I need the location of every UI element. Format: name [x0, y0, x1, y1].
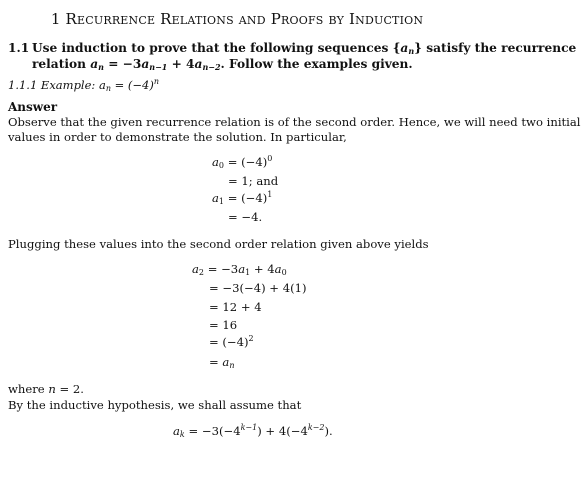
section-title-line-1 [32, 40, 576, 56]
answer-paragraph-line-1: Observe that the given recurrence relation is of the second order. Hence, we will need two initial [8, 115, 581, 129]
derivation-line-3: = 12 + 4 [209, 300, 262, 314]
derivation-line-1 [188, 262, 287, 276]
math-var: a [211, 155, 219, 169]
section-text: } satisfy the recurrence [414, 41, 577, 55]
equation-a0-value: = 1; and [228, 174, 279, 188]
math-op: = (−4) [110, 78, 154, 92]
derivation-line-4: = 16 [209, 318, 238, 332]
subsection-label: Example: [40, 78, 96, 92]
math-var: a [173, 424, 180, 438]
math-var: a [191, 262, 199, 276]
plugging-paragraph: Plugging these values into the second order relation given above yields [8, 237, 429, 251]
derivation-line-5 [209, 335, 254, 349]
math-sup: k−2 [307, 423, 325, 432]
math-var: a [238, 262, 246, 276]
math-var: a [98, 78, 106, 92]
math-var: a [274, 262, 282, 276]
math-sup: 0 [267, 154, 273, 163]
equation-a1-value: = −4. [228, 210, 263, 224]
chapter-title-text: Recurrence Relations and Proofs by Induction [65, 10, 424, 28]
derivation-line-2: = −3(−4) + 4(1) [209, 281, 307, 295]
math-sup: 1 [267, 190, 273, 199]
math-var: a [90, 57, 99, 71]
section-text: relation [32, 57, 91, 71]
math-sub: n [105, 84, 111, 93]
math-var: a [141, 57, 150, 71]
math-sub: n [229, 361, 235, 370]
math-var: a [222, 355, 230, 369]
answer-heading: Answer [8, 100, 58, 114]
section-title-line-2 [32, 56, 413, 72]
math-var: a [211, 191, 219, 205]
where-line [8, 381, 84, 397]
chapter-title [0, 10, 474, 28]
math-sub: 0 [281, 268, 287, 277]
math-sub: 2 [198, 268, 204, 277]
math-sub: n−1 [149, 62, 168, 72]
hypothesis-equation [173, 424, 333, 438]
math-rhs: ). [324, 424, 333, 438]
math-var: a [194, 57, 203, 71]
derivation-line-6 [209, 355, 234, 369]
math-sub: n [408, 46, 415, 56]
math-sup: n [153, 77, 159, 86]
section-text: . Follow the examples given. [220, 57, 413, 71]
math-rhs: = [209, 355, 223, 369]
math-sub: n−2 [202, 62, 221, 72]
math-rhs: = (−4) [227, 155, 268, 169]
subsection-number: 1.1.1 [8, 78, 38, 92]
equation-a1 [194, 191, 272, 205]
section-text: Use induction to prove that the following sequences { [32, 41, 401, 55]
math-rhs: = (−4) [227, 191, 268, 205]
math-sub: 1 [218, 197, 224, 206]
math-var: n [48, 382, 56, 396]
math-var: a [400, 41, 409, 55]
hypothesis-line: By the inductive hypothesis, we shall assume that [8, 398, 302, 412]
where-text: = 2. [55, 382, 84, 396]
math-rhs: = (−4) [209, 335, 249, 349]
chapter-number: 1 [50, 10, 61, 28]
math-rhs: + 4 [250, 262, 275, 276]
math-rhs: = −3(−4 [184, 424, 241, 438]
math-sup: k−1 [240, 423, 258, 432]
math-sub: k [179, 430, 185, 439]
answer-paragraph-line-2: values in order to demonstrate the solution. In particular, [8, 130, 347, 144]
math-sub: 0 [218, 161, 224, 170]
math-rhs: = −3 [207, 262, 239, 276]
math-sup: 2 [248, 334, 254, 343]
section-number: 1.1 [8, 41, 30, 55]
equation-a0 [194, 155, 272, 169]
math-op: + 4 [167, 57, 195, 71]
math-sub: 1 [245, 268, 251, 277]
math-rhs: ) + 4(−4 [257, 424, 308, 438]
math-sub: n [98, 62, 104, 72]
math-op: = −3 [108, 57, 142, 71]
where-text: where [8, 382, 49, 396]
subsection-title [8, 78, 159, 92]
